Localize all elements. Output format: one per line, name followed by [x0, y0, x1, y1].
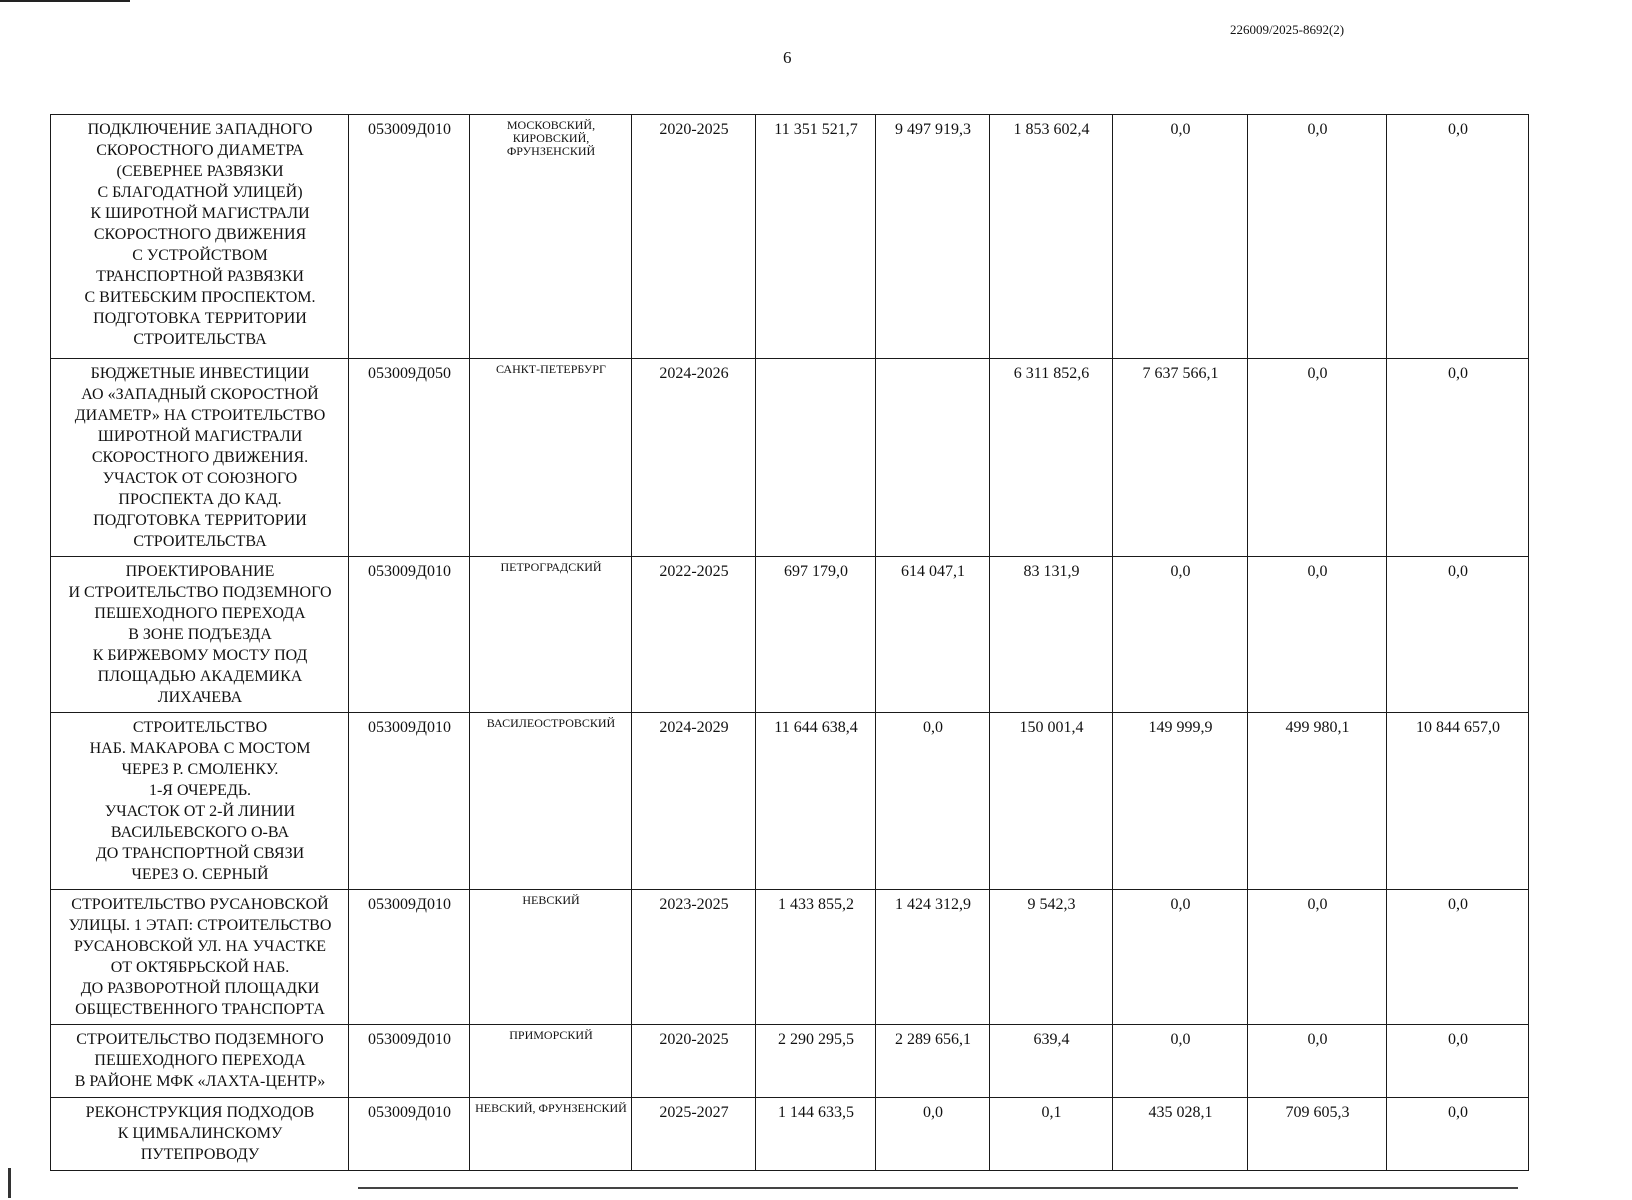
object-name-line: СТРОИТЕЛЬСТВО [132, 719, 268, 736]
district-cell: ВАСИЛЕОСТРОВСКИЙ [470, 713, 632, 890]
object-name-line: К ШИРОТНОЙ МАГИСТРАЛИ [90, 205, 310, 222]
object-name-line: И СТРОИТЕЛЬСТВО ПОДЗЕМНОГО [68, 584, 332, 601]
value-cell: 11 644 638,4 [756, 713, 876, 890]
object-name-line: СКОРОСТНОГО ДВИЖЕНИЯ. [91, 449, 309, 466]
value-cell: 2 289 656,1 [876, 1025, 990, 1098]
period-cell: 2020-2025 [632, 115, 756, 359]
value-cell: 10 844 657,0 [1387, 713, 1529, 890]
object-name-line: К БИРЖЕВОМУ МОСТУ ПОД [92, 647, 308, 664]
district-cell: САНКТ-ПЕТЕРБУРГ [470, 359, 632, 557]
object-name-line: ЧЕРЕЗ О. СЕРНЫЙ [131, 866, 269, 883]
table-row [51, 557, 1529, 713]
object-name-cell [51, 557, 349, 713]
object-name-line: ВАСИЛЬЕВСКОГО О-ВА [110, 824, 290, 841]
object-name-line: ПЕШЕХОДНОГО ПЕРЕХОДА [94, 1052, 306, 1069]
object-name-line: СКОРОСТНОГО ДВИЖЕНИЯ [93, 226, 307, 243]
object-name-line: ОТ ОКТЯБРЬСКОЙ НАБ. [110, 959, 290, 976]
object-name-cell [51, 359, 349, 557]
object-name-line: СТРОИТЕЛЬСТВА [133, 331, 267, 348]
document-number: 226009/2025-8692(2) [1230, 22, 1345, 37]
value-cell: 9 542,3 [990, 890, 1113, 1025]
object-name-cell [51, 115, 349, 359]
table-row [51, 359, 1529, 557]
district-cell: НЕВСКИЙ [470, 890, 632, 1025]
object-name-line: НАБ. МАКАРОВА С МОСТОМ [89, 740, 311, 757]
value-cell: 1 144 633,5 [756, 1098, 876, 1171]
object-name-line: ПРОСПЕКТА ДО КАД. [118, 491, 282, 508]
value-cell: 0,0 [1113, 1025, 1248, 1098]
district-cell: МОСКОВСКИЙ, КИРОВСКИЙ, ФРУНЗЕНСКИЙ [470, 115, 632, 359]
code-cell: 053009Д010 [349, 890, 470, 1025]
object-name-line: (СЕВЕРНЕЕ РАЗВЯЗКИ [116, 163, 284, 180]
value-cell: 150 001,4 [990, 713, 1113, 890]
object-name-line: С БЛАГОДАТНОЙ УЛИЦЕЙ) [97, 184, 303, 201]
object-name-line: УЧАСТОК ОТ СОЮЗНОГО [102, 470, 298, 487]
object-name-line: ДИАМЕТР» НА СТРОИТЕЛЬСТВО [74, 407, 326, 424]
code-cell: 053009Д010 [349, 1025, 470, 1098]
value-cell: 0,0 [1248, 890, 1387, 1025]
object-name-line: С ВИТЕБСКИМ ПРОСПЕКТОМ. [84, 289, 316, 306]
value-cell: 0,0 [876, 1098, 990, 1171]
value-cell: 1 853 602,4 [990, 115, 1113, 359]
object-name-line: СКОРОСТНОГО ДИАМЕТРА [96, 142, 304, 159]
value-cell: 0,0 [1248, 359, 1387, 557]
value-cell: 0,1 [990, 1098, 1113, 1171]
object-name-cell [51, 890, 349, 1025]
value-cell: 0,0 [1248, 115, 1387, 359]
value-cell: 0,0 [1387, 1098, 1529, 1171]
object-name-line: УЛИЦЫ. 1 ЭТАП: СТРОИТЕЛЬСТВО [68, 917, 332, 934]
object-name-line: ЛИХАЧЕВА [157, 689, 243, 706]
object-name-line: 1-Я ОЧЕРЕДЬ. [148, 782, 252, 799]
code-cell: 053009Д010 [349, 713, 470, 890]
value-cell: 0,0 [1387, 359, 1529, 557]
object-name-line: ПЕШЕХОДНОГО ПЕРЕХОДА [94, 605, 306, 622]
district-cell: ПРИМОРСКИЙ [470, 1025, 632, 1098]
period-cell: 2020-2025 [632, 1025, 756, 1098]
object-name-line: ПУТЕПРОВОДУ [140, 1146, 260, 1163]
value-cell: 0,0 [1113, 557, 1248, 713]
value-cell: 1 433 855,2 [756, 890, 876, 1025]
object-name-line: ЧЕРЕЗ Р. СМОЛЕНКУ. [121, 761, 279, 778]
object-name-line: ПОДКЛЮЧЕНИЕ ЗАПАДНОГО [87, 121, 313, 138]
code-cell: 053009Д010 [349, 1098, 470, 1171]
investment-objects-table [50, 114, 1529, 1171]
object-name-cell [51, 1025, 349, 1098]
scan-edge-mark [8, 1168, 11, 1198]
scan-corner-mark [0, 0, 130, 2]
value-cell: 149 999,9 [1113, 713, 1248, 890]
object-name-line: ДО РАЗВОРОТНОЙ ПЛОЩАДКИ [80, 980, 320, 997]
period-cell: 2024-2026 [632, 359, 756, 557]
period-cell: 2024-2029 [632, 713, 756, 890]
value-cell: 709 605,3 [1248, 1098, 1387, 1171]
district-cell: НЕВСКИЙ, ФРУНЗЕНСКИЙ [470, 1098, 632, 1171]
value-cell: 0,0 [876, 713, 990, 890]
object-name-line: ПОДГОТОВКА ТЕРРИТОРИИ [93, 310, 307, 327]
value-cell: 0,0 [1113, 890, 1248, 1025]
object-name-line: БЮДЖЕТНЫЕ ИНВЕСТИЦИИ [90, 365, 310, 382]
object-name-line: ТРАНСПОРТНОЙ РАЗВЯЗКИ [96, 268, 304, 285]
value-cell: 11 351 521,7 [756, 115, 876, 359]
table-row [51, 890, 1529, 1025]
object-name-line: СТРОИТЕЛЬСТВО РУСАНОВСКОЙ [71, 896, 329, 913]
object-name-line: ДО ТРАНСПОРТНОЙ СВЯЗИ [95, 845, 305, 862]
value-cell [876, 359, 990, 557]
value-cell: 6 311 852,6 [990, 359, 1113, 557]
object-name-line: РЕКОНСТРУКЦИЯ ПОДХОДОВ [85, 1104, 315, 1121]
period-cell: 2022-2025 [632, 557, 756, 713]
table-row [51, 713, 1529, 890]
object-name-line: СТРОИТЕЛЬСТВО ПОДЗЕМНОГО [76, 1031, 324, 1048]
object-name-line: В РАЙОНЕ МФК «ЛАХТА-ЦЕНТР» [74, 1073, 326, 1090]
bottom-rule [358, 1187, 1518, 1189]
page-number: 6 [783, 48, 792, 67]
value-cell: 0,0 [1387, 1025, 1529, 1098]
object-name-line: ПОДГОТОВКА ТЕРРИТОРИИ [93, 512, 307, 529]
district-cell: ПЕТРОГРАДСКИЙ [470, 557, 632, 713]
value-cell: 7 637 566,1 [1113, 359, 1248, 557]
value-cell: 0,0 [1387, 890, 1529, 1025]
table-row [51, 115, 1529, 359]
value-cell: 435 028,1 [1113, 1098, 1248, 1171]
object-name-line: ПЛОЩАДЬЮ АКАДЕМИКА [97, 668, 303, 685]
value-cell: 639,4 [990, 1025, 1113, 1098]
object-name-line: В ЗОНЕ ПОДЪЕЗДА [128, 626, 272, 643]
value-cell: 83 131,9 [990, 557, 1113, 713]
value-cell: 0,0 [1248, 557, 1387, 713]
value-cell: 614 047,1 [876, 557, 990, 713]
value-cell: 0,0 [1248, 1025, 1387, 1098]
object-name-line: ПРОЕКТИРОВАНИЕ [125, 563, 275, 580]
object-name-line: ОБЩЕСТВЕННОГО ТРАНСПОРТА [75, 1001, 325, 1018]
code-cell: 053009Д010 [349, 557, 470, 713]
object-name-line: С УСТРОЙСТВОМ [132, 247, 268, 264]
object-name-cell [51, 1098, 349, 1171]
period-cell: 2023-2025 [632, 890, 756, 1025]
table-row [51, 1098, 1529, 1171]
code-cell: 053009Д010 [349, 115, 470, 359]
value-cell: 499 980,1 [1248, 713, 1387, 890]
object-name-line: УЧАСТОК ОТ 2-Й ЛИНИИ [104, 803, 296, 820]
object-name-line: АО «ЗАПАДНЫЙ СКОРОСТНОЙ [81, 386, 319, 403]
value-cell: 0,0 [1113, 115, 1248, 359]
value-cell: 9 497 919,3 [876, 115, 990, 359]
object-name-line: СТРОИТЕЛЬСТВА [133, 533, 267, 550]
object-name-line: К ЦИМБАЛИНСКОМУ [117, 1125, 283, 1142]
object-name-cell [51, 713, 349, 890]
value-cell: 1 424 312,9 [876, 890, 990, 1025]
object-name-line: ШИРОТНОЙ МАГИСТРАЛИ [97, 428, 303, 445]
value-cell: 0,0 [1387, 115, 1529, 359]
value-cell: 0,0 [1387, 557, 1529, 713]
value-cell [756, 359, 876, 557]
value-cell: 697 179,0 [756, 557, 876, 713]
code-cell: 053009Д050 [349, 359, 470, 557]
object-name-line: РУСАНОВСКОЙ УЛ. НА УЧАСТКЕ [74, 938, 326, 955]
table-row [51, 1025, 1529, 1098]
period-cell: 2025-2027 [632, 1098, 756, 1171]
value-cell: 2 290 295,5 [756, 1025, 876, 1098]
